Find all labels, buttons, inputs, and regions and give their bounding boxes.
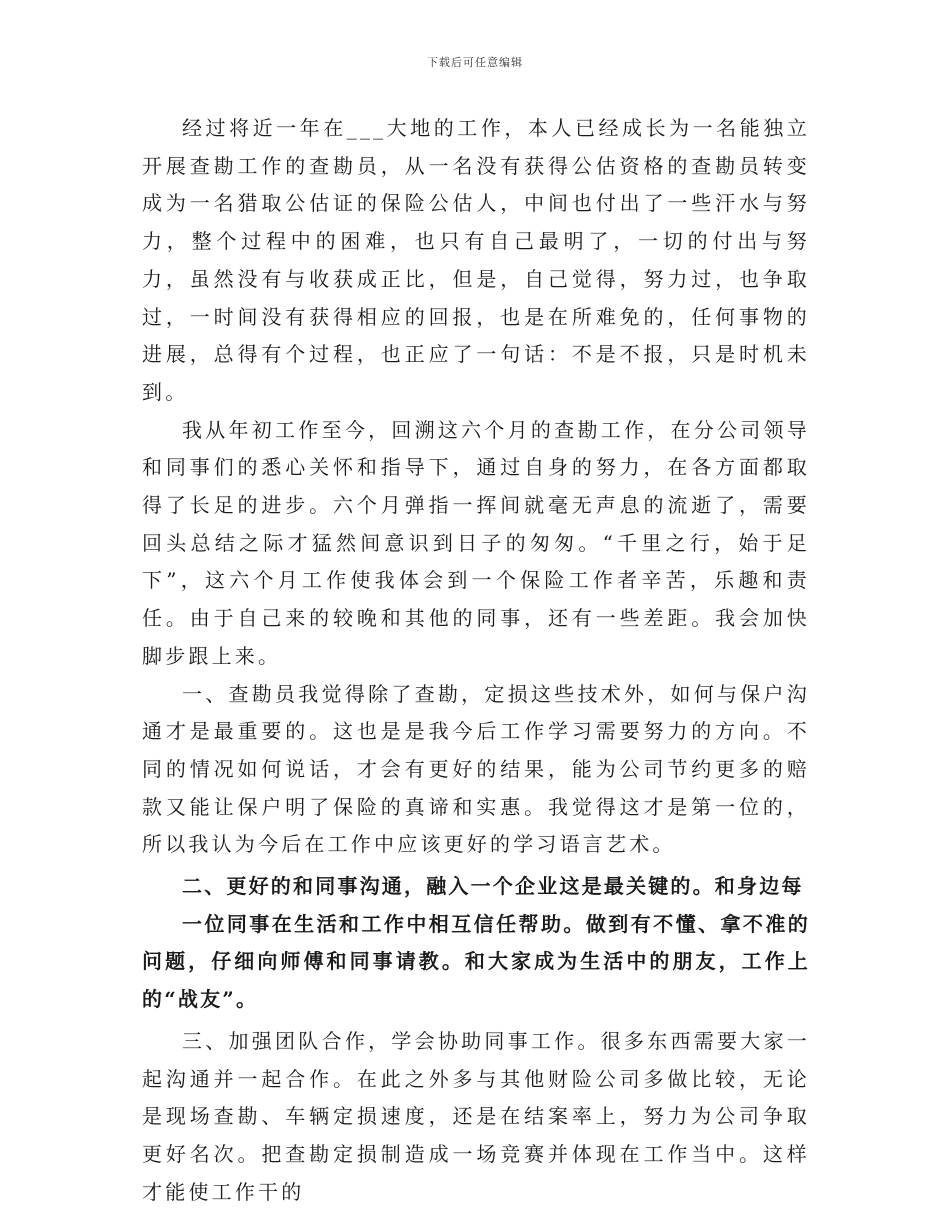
paragraph-6: 三、加强团队合作，学会协助同事工作。很多东西需要大家一起沟通并一起合作。在此之外多与其他财险公司多做比较，无论是现场查勘、车辆定损速度，还是在结案率上，努力为公司争取更好名次。把查勘定损制造成一场竞赛并体现在工作当中。这样才能使工作干的: [142, 1028, 810, 1204]
page-header: 下载后可任意编辑: [427, 56, 523, 69]
paragraph-3: 一、查勘员我觉得除了查勘，定损这些技术外，如何与保户沟通才是最重要的。这也是是我今后工作学习需要努力的方向。不同的情况如何说话，才会有更好的结果，能为公司节约更多的赔款又能让保户明了保险的真谛和实惠。我觉得这才是第一位的，所以我认为今后在工作中应该更好的学习语言艺术。: [142, 681, 810, 857]
paragraph-2: 我从年初工作至今，回溯这六个月的查勘工作，在分公司领导和同事们的悉心关怀和指导下，通过自身的努力，在各方面都取得了长足的进步。六个月弹指一挥间就毫无声息的流逝了，需要回头总结之际才猛然间意识到日子的匆匆。“千里之行，始于足下”，这六个月工作使我体会到一个保险工作者辛苦，乐趣和责任。由于自己来的较晚和其他的同事，还有一些差距。我会加快脚步跟上来。: [142, 417, 810, 668]
document-body: [142, 110, 810, 1211]
paragraph-5-bold: 一位同事在生活和工作中相互信任帮助。做到有不懂、拿不准的问题，仔细向师傅和同事请教。和大家成为生活中的朋友，工作上的“战友”。: [142, 911, 810, 1012]
paragraph-4-bold: 二、更好的和同事沟通，融入一个企业这是最关键的。和身边每: [182, 874, 804, 899]
paragraph-1: 经过将近一年在___大地的工作，本人已经成长为一名能独立开展查勘工作的查勘员，从一名没有获得公估资格的查勘员转变成为一名猎取公估证的保险公估人，中间也付出了一些汗水与努力，整个过程中的困难，也只有自己最明了，一切的付出与努力，虽然没有与收获成正比，但是，自己觉得，努力过，也争取过，一时间没有获得相应的回报，也是在所难免的，任何事物的进展，总得有个过程，也正应了一句话：不是不报，只是时机未到。: [142, 116, 810, 404]
